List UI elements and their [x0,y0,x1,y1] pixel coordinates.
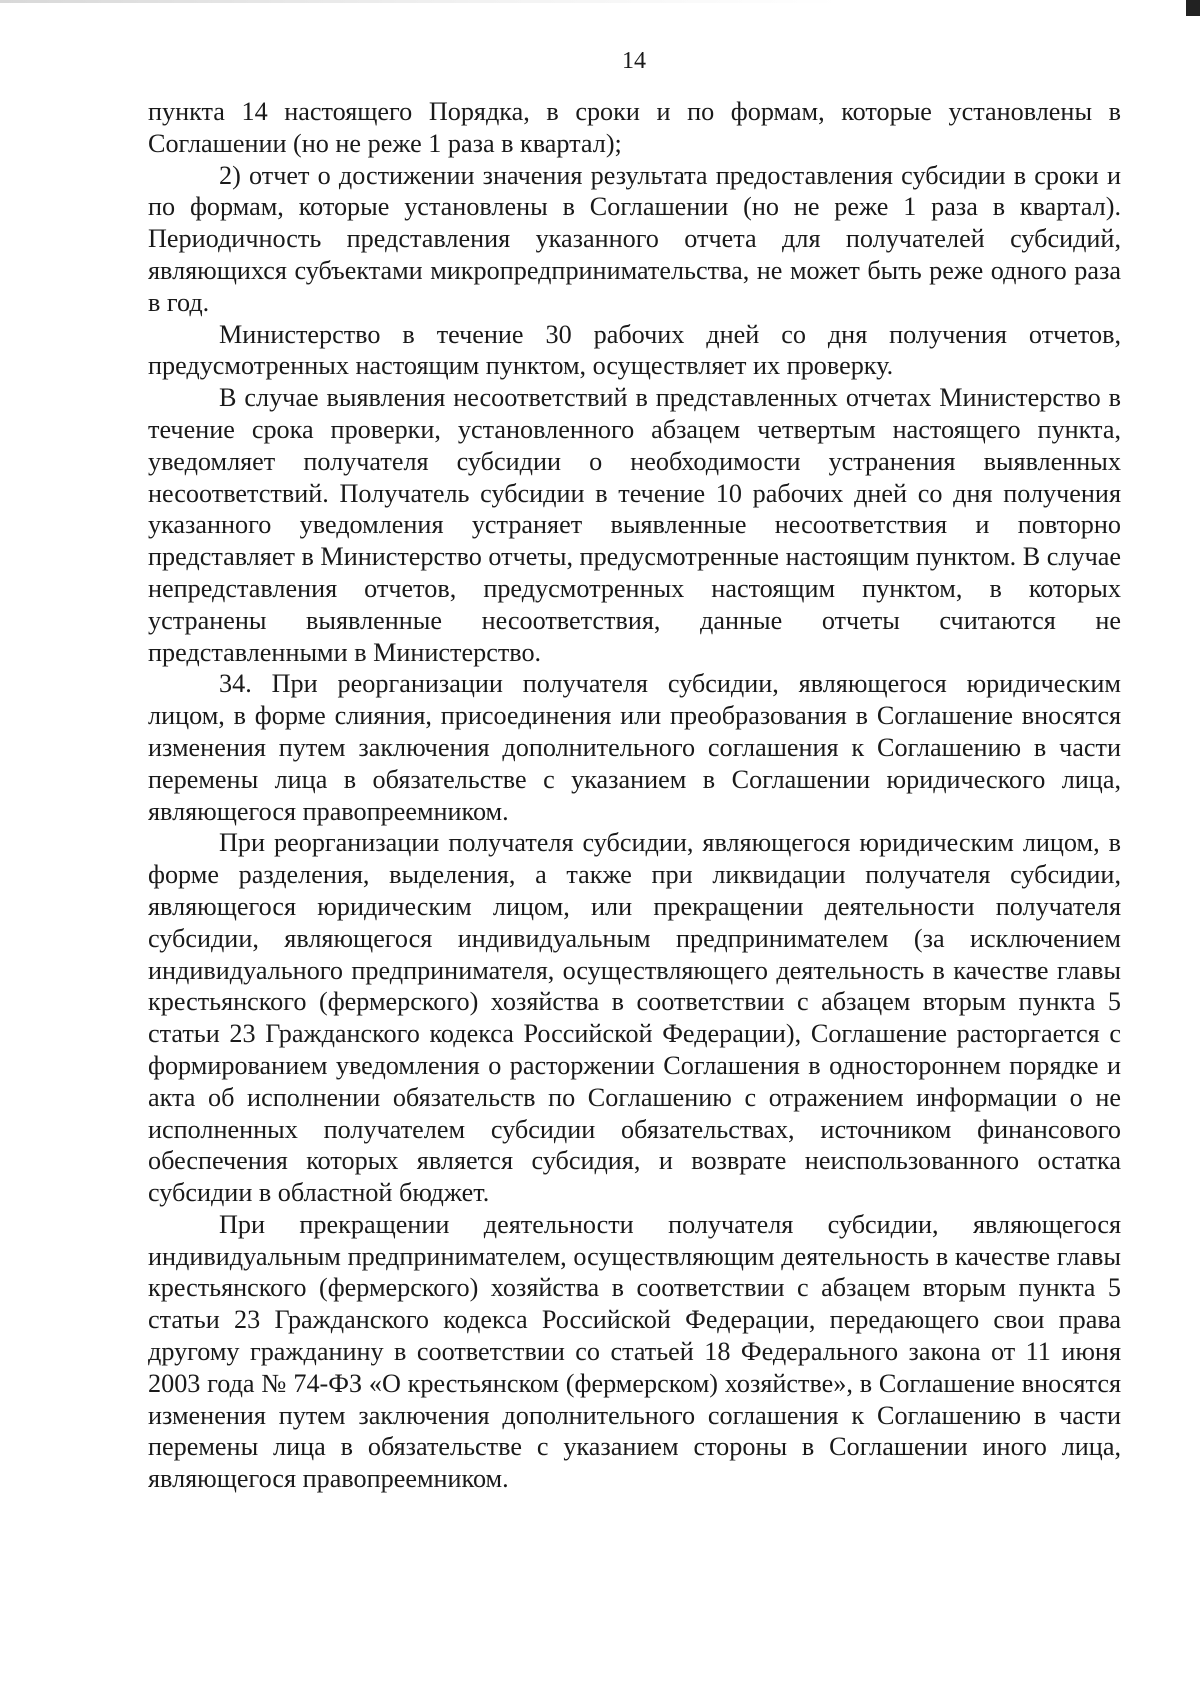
paragraph-farm-successor: При прекращении деятельности получателя субсидии, являющегося индивидуальным предпринимателем, осуществляющим деятельность в качестве главы крестьянского (фермерского) хозяйства в соответствии с абзацем вторым пункта 5 статьи 23 Гражданского кодекса Российской Федерации, передающего свои права другому гражданину в соответствии со статьей 18 Федерального закона от 11 июня 2003 года № 74-ФЗ «О крестьянском (фермерском) хозяйстве», в Соглашение вносятся изменения путем заключения дополнительного соглашения к Соглашению в части перемены лица в обязательстве с указанием стороны в Соглашении иного лица, являющегося правопреемником. [148,1209,1121,1494]
paragraph-ministry-check: Министерство в течение 30 рабочих дней со дня получения отчетов, предусмотренных настоящим пунктом, осуществляет их проверку. [148,319,1121,381]
paragraph-continuation: пункта 14 настоящего Порядка, в сроки и по формам, которые установлены в Соглашении (но не реже 1 раза в квартал); [148,97,1121,158]
page-number: 14 [622,48,646,74]
paragraph-discrepancies: В случае выявления несоответствий в представленных отчетах Министерство в течение срока проверки, установленного абзацем четвертым настоящего пункта, уведомляет получателя субсидии о необходимости устранения выявленных несоответствий. Получатель субсидии в течение 10 рабочих дней со дня получения указанного уведомления устраняет выявленные несоответствия и повторно представляет в Министерство отчеты, предусмотренные настоящим пунктом. В случае непредставления отчетов, предусмотренных настоящим пунктом, в которых устранены выявленные несоответствия, данные отчеты считаются не представленными в Министерство. [148,383,1121,667]
paragraph-termination: При реорганизации получателя субсидии, являющегося юридическим лицом, в форме разделения, выделения, а также при ликвидации получателя субсидии, являющегося юридическим лицом, или прекращении деятельности получателя субсидии, являющегося индивидуальным предпринимателем (за исключением индивидуального предпринимателя, осуществляющего деятельность в качестве главы крестьянского (фермерского) хозяйства в соответствии с абзацем вторым пункта 5 статьи 23 Гражданского кодекса Российской Федерации), Соглашение расторгается с формированием уведомления о расторжении Соглашения в одностороннем порядке и акта об исполнении обязательств по Соглашению с отражением информации о не исполненных получателем субсидии обязательствах, источником финансового обеспечения которых является субсидия, и возврате неиспользованного остатка субсидии в областной бюджет. [148,828,1121,1208]
scan-corner-mark [1186,0,1200,16]
paragraph-report-item-2: 2) отчет о достижении значения результата предоставления субсидии в сроки и по формам, которые установлены в Соглашении (но не реже 1 раза в квартал). Периодичность представления указанного отчета для получателей субсидий, являющихся субъектами микропредпринимательства, не может быть реже одного раза в год. [148,160,1121,317]
scan-edge [0,0,1200,3]
paragraph-34-reorganization: 34. При реорганизации получателя субсидии, являющегося юридическим лицом, в форме слияния, присоединения или преобразования в Соглашение вносятся изменения путем заключения дополнительного соглашения к Соглашению в части перемены лица в обязательстве с указанием в Соглашении юридического лица, являющегося правопреемником. [148,669,1121,826]
document-body [148,96,1121,1495]
